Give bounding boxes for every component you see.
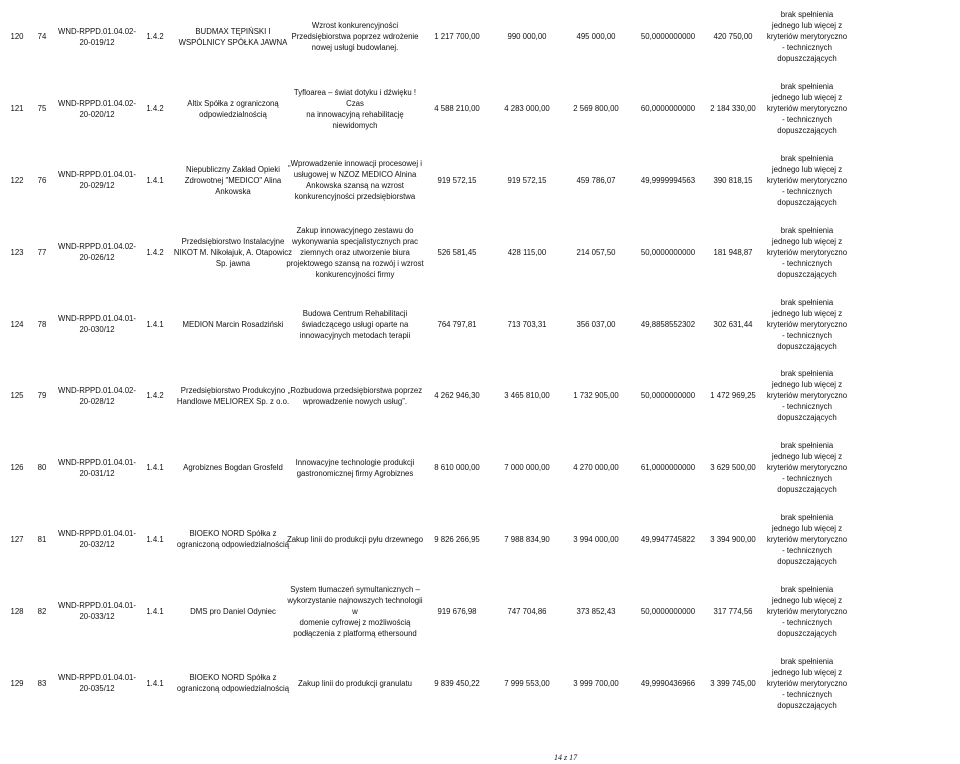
final-amount-cell: 317 774,56 xyxy=(713,606,753,616)
final-amount-cell: 3 399 745,00 xyxy=(710,678,756,688)
applicant-cell: BUDMAX TĘPIŃSKI I WSPÓLNICY SPÓŁKA JAWNA xyxy=(178,26,288,47)
applicant-cell: Niepubliczny Zakład Opieki Zdrowotnej "MEDICO" Alina Ankowska xyxy=(184,164,282,196)
row-number-cell: 121 xyxy=(10,104,24,114)
table-row xyxy=(0,647,960,719)
requested-amount-cell: 459 786,07 xyxy=(576,175,616,185)
status-cell: brak spełnienia jednego lub więcej z kryteriów merytoryczno - technicznych dopuszczających xyxy=(766,512,848,566)
eligible-value-cell: 747 704,86 xyxy=(507,606,547,616)
total-value-cell: 9 826 266,95 xyxy=(434,534,480,544)
row-number-cell: 120 xyxy=(10,32,24,42)
percentage-cell: 61,0000000000 xyxy=(640,463,696,473)
measure-cell: 1.4.1 xyxy=(146,463,164,473)
project-code-cell: WND-RPPD.01.04.01- 20-033/12 xyxy=(58,601,136,622)
project-code-cell: WND-RPPD.01.04.02- 20-028/12 xyxy=(58,385,136,406)
total-value-cell: 764 797,81 xyxy=(437,319,477,329)
applicant-cell: Agrobiznes Bogdan Grosfeld xyxy=(183,463,283,473)
list-position-cell: 81 xyxy=(37,534,47,544)
measure-cell: 1.4.1 xyxy=(146,175,164,185)
table-row xyxy=(0,145,960,217)
measure-cell: 1.4.2 xyxy=(146,391,164,401)
percentage-cell: 49,9990436966 xyxy=(640,678,696,688)
results-table xyxy=(0,1,960,719)
table-row xyxy=(0,504,960,576)
final-amount-cell: 420 750,00 xyxy=(713,32,753,42)
applicant-cell: MEDION Marcin Rosadziński xyxy=(182,319,284,329)
percentage-cell: 50,0000000000 xyxy=(640,606,696,616)
project-title-cell: „Rozbudowa przedsiębiorstwa poprzez wprowadzenie nowych usług”. xyxy=(287,385,423,406)
table-row xyxy=(0,1,960,73)
measure-cell: 1.4.2 xyxy=(146,32,164,42)
table-row xyxy=(0,288,960,360)
project-code-cell: WND-RPPD.01.04.01- 20-029/12 xyxy=(58,170,136,191)
list-position-cell: 80 xyxy=(37,463,47,473)
requested-amount-cell: 2 569 800,00 xyxy=(573,104,619,114)
requested-amount-cell: 214 057,50 xyxy=(576,247,616,257)
list-position-cell: 79 xyxy=(37,391,47,401)
project-code-cell: WND-RPPD.01.04.02- 20-020/12 xyxy=(58,98,136,119)
total-value-cell: 4 262 946,30 xyxy=(434,391,480,401)
list-position-cell: 83 xyxy=(37,678,47,688)
project-title-cell: Budowa Centrum Rehabilitacji świadczącego usługi oparte na innowacyjnych metodach terapii xyxy=(299,308,411,340)
final-amount-cell: 181 948,87 xyxy=(713,247,753,257)
total-value-cell: 4 588 210,00 xyxy=(434,104,480,114)
requested-amount-cell: 373 852,43 xyxy=(576,606,616,616)
total-value-cell: 919 676,98 xyxy=(437,606,477,616)
row-number-cell: 126 xyxy=(10,463,24,473)
project-code-cell: WND-RPPD.01.04.01- 20-030/12 xyxy=(58,314,136,335)
percentage-cell: 50,0000000000 xyxy=(640,32,696,42)
measure-cell: 1.4.2 xyxy=(146,104,164,114)
project-code-cell: WND-RPPD.01.04.01- 20-035/12 xyxy=(58,673,136,694)
status-cell: brak spełnienia jednego lub więcej z kryteriów merytoryczno - technicznych dopuszczających xyxy=(766,10,848,64)
percentage-cell: 60,0000000000 xyxy=(640,104,696,114)
applicant-cell: Przedsiębiorstwo Produkcyjno Handlowe MELIOREX Sp. z o.o. xyxy=(176,385,290,406)
percentage-cell: 50,0000000000 xyxy=(640,247,696,257)
project-title-cell: Zakup linii do produkcji granulatu xyxy=(298,678,412,688)
percentage-cell: 49,9999994563 xyxy=(640,175,696,185)
status-cell: brak spełnienia jednego lub więcej z kryteriów merytoryczno - technicznych dopuszczających xyxy=(766,82,848,136)
applicant-cell: BIOEKO NORD Spółka z ograniczoną odpowiedzialnością xyxy=(176,529,290,550)
status-cell: brak spełnienia jednego lub więcej z kryteriów merytoryczno - technicznych dopuszczających xyxy=(766,584,848,638)
project-title-cell: Zakup innowacyjnego zestawu do wykonywania specjalistycznych prac ziemnych oraz utworzenie biura projektowego szansą na rozwój i wzrost konkurencyjności firmy xyxy=(286,225,424,279)
final-amount-cell: 302 631,44 xyxy=(713,319,753,329)
project-title-cell: „Wprowadzenie innowacji procesowej i usługowej w NZOZ MEDICO Alnina Ankowska szansą na wzrost konkurencyjności przedsiębiorstwa xyxy=(288,159,422,202)
status-cell: brak spełnienia jednego lub więcej z kryteriów merytoryczno - technicznych dopuszczających xyxy=(766,441,848,495)
final-amount-cell: 3 394 900,00 xyxy=(710,534,756,544)
project-title-cell: System tłumaczeń symultanicznych – wykorzystanie najnowszych technologii w domenie cyfrowej z możliwością podłączenia z platformą ethersound xyxy=(287,584,423,638)
list-position-cell: 82 xyxy=(37,606,47,616)
total-value-cell: 526 581,45 xyxy=(437,247,477,257)
final-amount-cell: 1 472 969,25 xyxy=(710,391,756,401)
row-number-cell: 129 xyxy=(10,678,24,688)
list-position-cell: 74 xyxy=(37,32,47,42)
list-position-cell: 76 xyxy=(37,175,47,185)
table-row xyxy=(0,575,960,647)
status-cell: brak spełnienia jednego lub więcej z kryteriów merytoryczno - technicznych dopuszczających xyxy=(766,225,848,279)
requested-amount-cell: 1 732 905,00 xyxy=(573,391,619,401)
eligible-value-cell: 428 115,00 xyxy=(507,247,547,257)
applicant-cell: BIOEKO NORD Spółka z ograniczoną odpowiedzialnością xyxy=(176,673,290,694)
final-amount-cell: 390 818,15 xyxy=(713,175,753,185)
list-position-cell: 77 xyxy=(37,247,47,257)
list-position-cell: 78 xyxy=(37,319,47,329)
final-amount-cell: 3 629 500,00 xyxy=(710,463,756,473)
eligible-value-cell: 7 999 553,00 xyxy=(504,678,550,688)
project-title-cell: Zakup linii do produkcji pyłu drzewnego xyxy=(286,534,424,544)
total-value-cell: 1 217 700,00 xyxy=(434,32,480,42)
measure-cell: 1.4.1 xyxy=(146,678,164,688)
row-number-cell: 123 xyxy=(10,247,24,257)
eligible-value-cell: 990 000,00 xyxy=(507,32,547,42)
project-title-cell: Innowacyjne technologie produkcji gastronomicznej firmy Agrobiznes xyxy=(295,457,415,478)
eligible-value-cell: 7 000 000,00 xyxy=(504,463,550,473)
percentage-cell: 49,9947745822 xyxy=(640,534,696,544)
row-number-cell: 127 xyxy=(10,534,24,544)
page-number: 14 z 17 xyxy=(554,753,578,762)
requested-amount-cell: 4 270 000,00 xyxy=(573,463,619,473)
list-position-cell: 75 xyxy=(37,104,47,114)
measure-cell: 1.4.1 xyxy=(146,606,164,616)
percentage-cell: 50,0000000000 xyxy=(640,391,696,401)
table-row xyxy=(0,360,960,432)
total-value-cell: 919 572,15 xyxy=(437,175,477,185)
measure-cell: 1.4.2 xyxy=(146,247,164,257)
applicant-cell: DMS pro Daniel Odyniec xyxy=(190,606,276,616)
status-cell: brak spełnienia jednego lub więcej z kryteriów merytoryczno - technicznych dopuszczających xyxy=(766,369,848,423)
table-row xyxy=(0,432,960,504)
table-row xyxy=(0,73,960,145)
status-cell: brak spełnienia jednego lub więcej z kryteriów merytoryczno - technicznych dopuszczających xyxy=(766,153,848,207)
project-code-cell: WND-RPPD.01.04.01- 20-032/12 xyxy=(58,529,136,550)
project-title-cell: Tyfloarea – świat dotyku i dźwięku ! Czas na innowacyjną rehabilitację niewidomych xyxy=(293,87,417,130)
eligible-value-cell: 4 283 000,00 xyxy=(504,104,550,114)
status-cell: brak spełnienia jednego lub więcej z kryteriów merytoryczno - technicznych dopuszczających xyxy=(766,656,848,710)
eligible-value-cell: 713 703,31 xyxy=(507,319,547,329)
project-code-cell: WND-RPPD.01.04.02- 20-019/12 xyxy=(58,26,136,47)
eligible-value-cell: 7 988 834,90 xyxy=(504,534,550,544)
table-row xyxy=(0,216,960,288)
final-amount-cell: 2 184 330,00 xyxy=(710,104,756,114)
measure-cell: 1.4.1 xyxy=(146,319,164,329)
row-number-cell: 125 xyxy=(10,391,24,401)
row-number-cell: 124 xyxy=(10,319,24,329)
row-number-cell: 128 xyxy=(10,606,24,616)
total-value-cell: 9 839 450,22 xyxy=(434,678,480,688)
eligible-value-cell: 3 465 810,00 xyxy=(504,391,550,401)
applicant-cell: Przedsiębiorstwo Instalacyjne NIKOT M. Nikołajuk, A. Otapowicz Sp. jawna xyxy=(173,236,293,268)
project-code-cell: WND-RPPD.01.04.02- 20-026/12 xyxy=(58,242,136,263)
project-code-cell: WND-RPPD.01.04.01- 20-031/12 xyxy=(58,457,136,478)
requested-amount-cell: 3 994 000,00 xyxy=(573,534,619,544)
measure-cell: 1.4.1 xyxy=(146,534,164,544)
percentage-cell: 49,8858552302 xyxy=(640,319,696,329)
total-value-cell: 8 610 000,00 xyxy=(434,463,480,473)
requested-amount-cell: 495 000,00 xyxy=(576,32,616,42)
requested-amount-cell: 356 037,00 xyxy=(576,319,616,329)
eligible-value-cell: 919 572,15 xyxy=(507,175,547,185)
requested-amount-cell: 3 999 700,00 xyxy=(573,678,619,688)
row-number-cell: 122 xyxy=(10,175,24,185)
applicant-cell: Altix Spółka z ograniczoną odpowiedzialnością xyxy=(187,98,279,119)
project-title-cell: Wzrost konkurencyjności Przedsiębiorstwa poprzez wdrożenie nowej usługi budowlanej. xyxy=(291,21,419,53)
status-cell: brak spełnienia jednego lub więcej z kryteriów merytoryczno - technicznych dopuszczających xyxy=(766,297,848,351)
